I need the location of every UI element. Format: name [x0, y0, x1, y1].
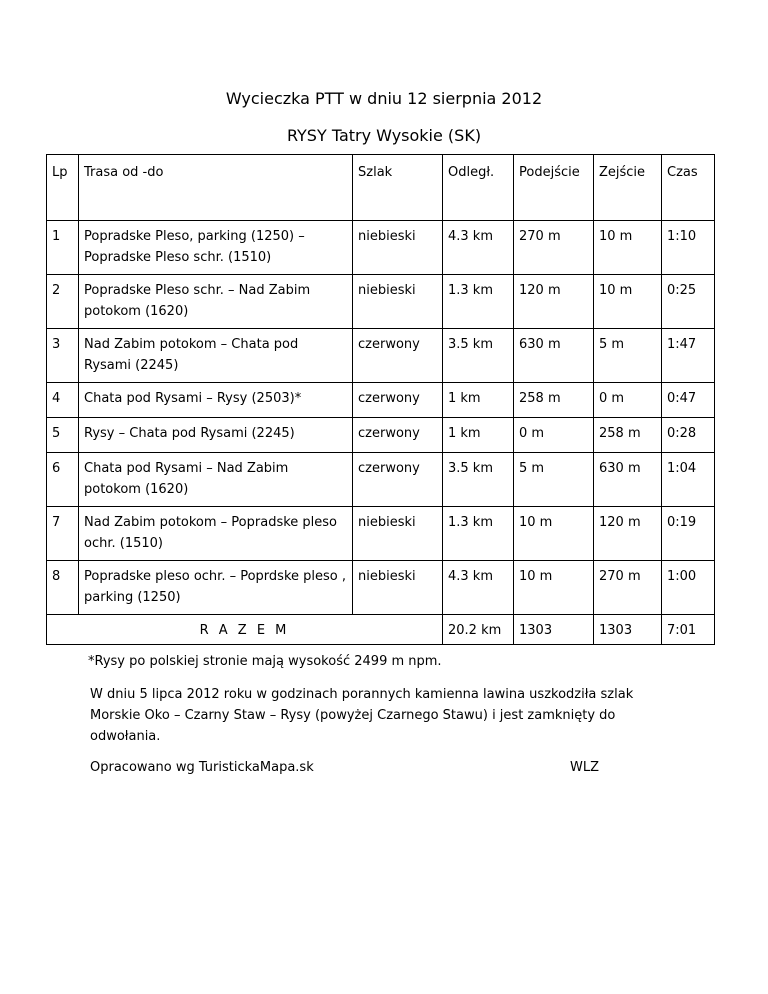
cell-szlak: niebieski: [353, 275, 443, 329]
cell-czas: 1:47: [662, 329, 715, 383]
warning-note: W dniu 5 lipca 2012 roku w godzinach porannych kamienna lawina uszkodziła szlak Morskie Oko – Czarny Staw – Rysy (powyżej Czarnego Stawu) i jest zamknięty do odwołania.: [90, 687, 634, 744]
table-row: [47, 329, 715, 383]
cell-trasa: Popradske pleso ochr. – Poprdske pleso , parking (1250): [79, 561, 353, 615]
cell-szlak: niebieski: [353, 507, 443, 561]
cell-odleglosc: 1 km: [443, 383, 514, 418]
cell-trasa: Popradske Pleso schr. – Nad Zabim potokom (1620): [79, 275, 353, 329]
cell-czas: 0:28: [662, 418, 715, 453]
cell-zejscie: 10 m: [594, 221, 662, 275]
table-row: [47, 221, 715, 275]
table-row: [47, 453, 715, 507]
col-header-podejscie: Podejście: [514, 155, 594, 221]
total-podejscie: 1303: [514, 615, 594, 645]
total-zejscie: 1303: [594, 615, 662, 645]
cell-lp: 3: [47, 329, 79, 383]
total-label: R A Z E M: [47, 615, 443, 645]
cell-podejscie: 10 m: [514, 507, 594, 561]
route-table: [46, 154, 715, 645]
document-subtitle: RYSY Tatry Wysokie (SK): [286, 126, 482, 145]
cell-odleglosc: 1 km: [443, 418, 514, 453]
cell-lp: 5: [47, 418, 79, 453]
cell-zejscie: 0 m: [594, 383, 662, 418]
cell-lp: 6: [47, 453, 79, 507]
document-title: Wycieczka PTT w dniu 12 sierpnia 2012: [225, 89, 543, 108]
source-note: Opracowano wg TuristickaMapa.sk: [90, 760, 314, 775]
table-row: [47, 275, 715, 329]
cell-trasa: Rysy – Chata pod Rysami (2245): [79, 418, 353, 453]
col-header-trasa: Trasa od -do: [79, 155, 353, 221]
cell-odleglosc: 4.3 km: [443, 561, 514, 615]
cell-czas: 0:19: [662, 507, 715, 561]
table-total-row: [47, 615, 715, 645]
col-header-czas: Czas: [662, 155, 715, 221]
cell-szlak: czerwony: [353, 453, 443, 507]
cell-zejscie: 120 m: [594, 507, 662, 561]
cell-zejscie: 630 m: [594, 453, 662, 507]
cell-podejscie: 0 m: [514, 418, 594, 453]
cell-lp: 4: [47, 383, 79, 418]
cell-podejscie: 270 m: [514, 221, 594, 275]
table-row: [47, 383, 715, 418]
cell-podejscie: 120 m: [514, 275, 594, 329]
col-header-lp: Lp: [47, 155, 79, 221]
cell-zejscie: 270 m: [594, 561, 662, 615]
table-row: [47, 418, 715, 453]
cell-szlak: czerwony: [353, 418, 443, 453]
cell-trasa: Nad Zabim potokom – Popradske pleso ochr. (1510): [79, 507, 353, 561]
cell-trasa: Popradske Pleso, parking (1250) – Popradske Pleso schr. (1510): [79, 221, 353, 275]
cell-lp: 7: [47, 507, 79, 561]
total-czas: 7:01: [662, 615, 715, 645]
cell-podejscie: 258 m: [514, 383, 594, 418]
cell-szlak: niebieski: [353, 561, 443, 615]
cell-lp: 1: [47, 221, 79, 275]
table-row: [47, 507, 715, 561]
cell-czas: 1:10: [662, 221, 715, 275]
cell-podejscie: 630 m: [514, 329, 594, 383]
cell-zejscie: 258 m: [594, 418, 662, 453]
cell-podejscie: 5 m: [514, 453, 594, 507]
cell-trasa: Chata pod Rysami – Rysy (2503)*: [79, 383, 353, 418]
cell-lp: 2: [47, 275, 79, 329]
cell-czas: 0:47: [662, 383, 715, 418]
footnote: *Rysy po polskiej stronie mają wysokość 2499 m npm.: [88, 654, 442, 669]
cell-zejscie: 5 m: [594, 329, 662, 383]
table-header-row: [47, 155, 715, 221]
cell-czas: 0:25: [662, 275, 715, 329]
cell-odleglosc: 3.5 km: [443, 329, 514, 383]
cell-trasa: Chata pod Rysami – Nad Zabim potokom (1620): [79, 453, 353, 507]
cell-podejscie: 10 m: [514, 561, 594, 615]
cell-szlak: czerwony: [353, 329, 443, 383]
cell-odleglosc: 1.3 km: [443, 275, 514, 329]
cell-zejscie: 10 m: [594, 275, 662, 329]
cell-szlak: czerwony: [353, 383, 443, 418]
cell-lp: 8: [47, 561, 79, 615]
cell-trasa: Nad Zabim potokom – Chata pod Rysami (2245): [79, 329, 353, 383]
cell-czas: 1:04: [662, 453, 715, 507]
cell-czas: 1:00: [662, 561, 715, 615]
total-odleglosc: 20.2 km: [443, 615, 514, 645]
cell-odleglosc: 4.3 km: [443, 221, 514, 275]
col-header-szlak: Szlak: [353, 155, 443, 221]
cell-odleglosc: 3.5 km: [443, 453, 514, 507]
cell-szlak: niebieski: [353, 221, 443, 275]
table-row: [47, 561, 715, 615]
author-initials: WLZ: [570, 760, 600, 775]
col-header-odleglosc: Odległ.: [443, 155, 514, 221]
cell-odleglosc: 1.3 km: [443, 507, 514, 561]
col-header-zejscie: Zejście: [594, 155, 662, 221]
